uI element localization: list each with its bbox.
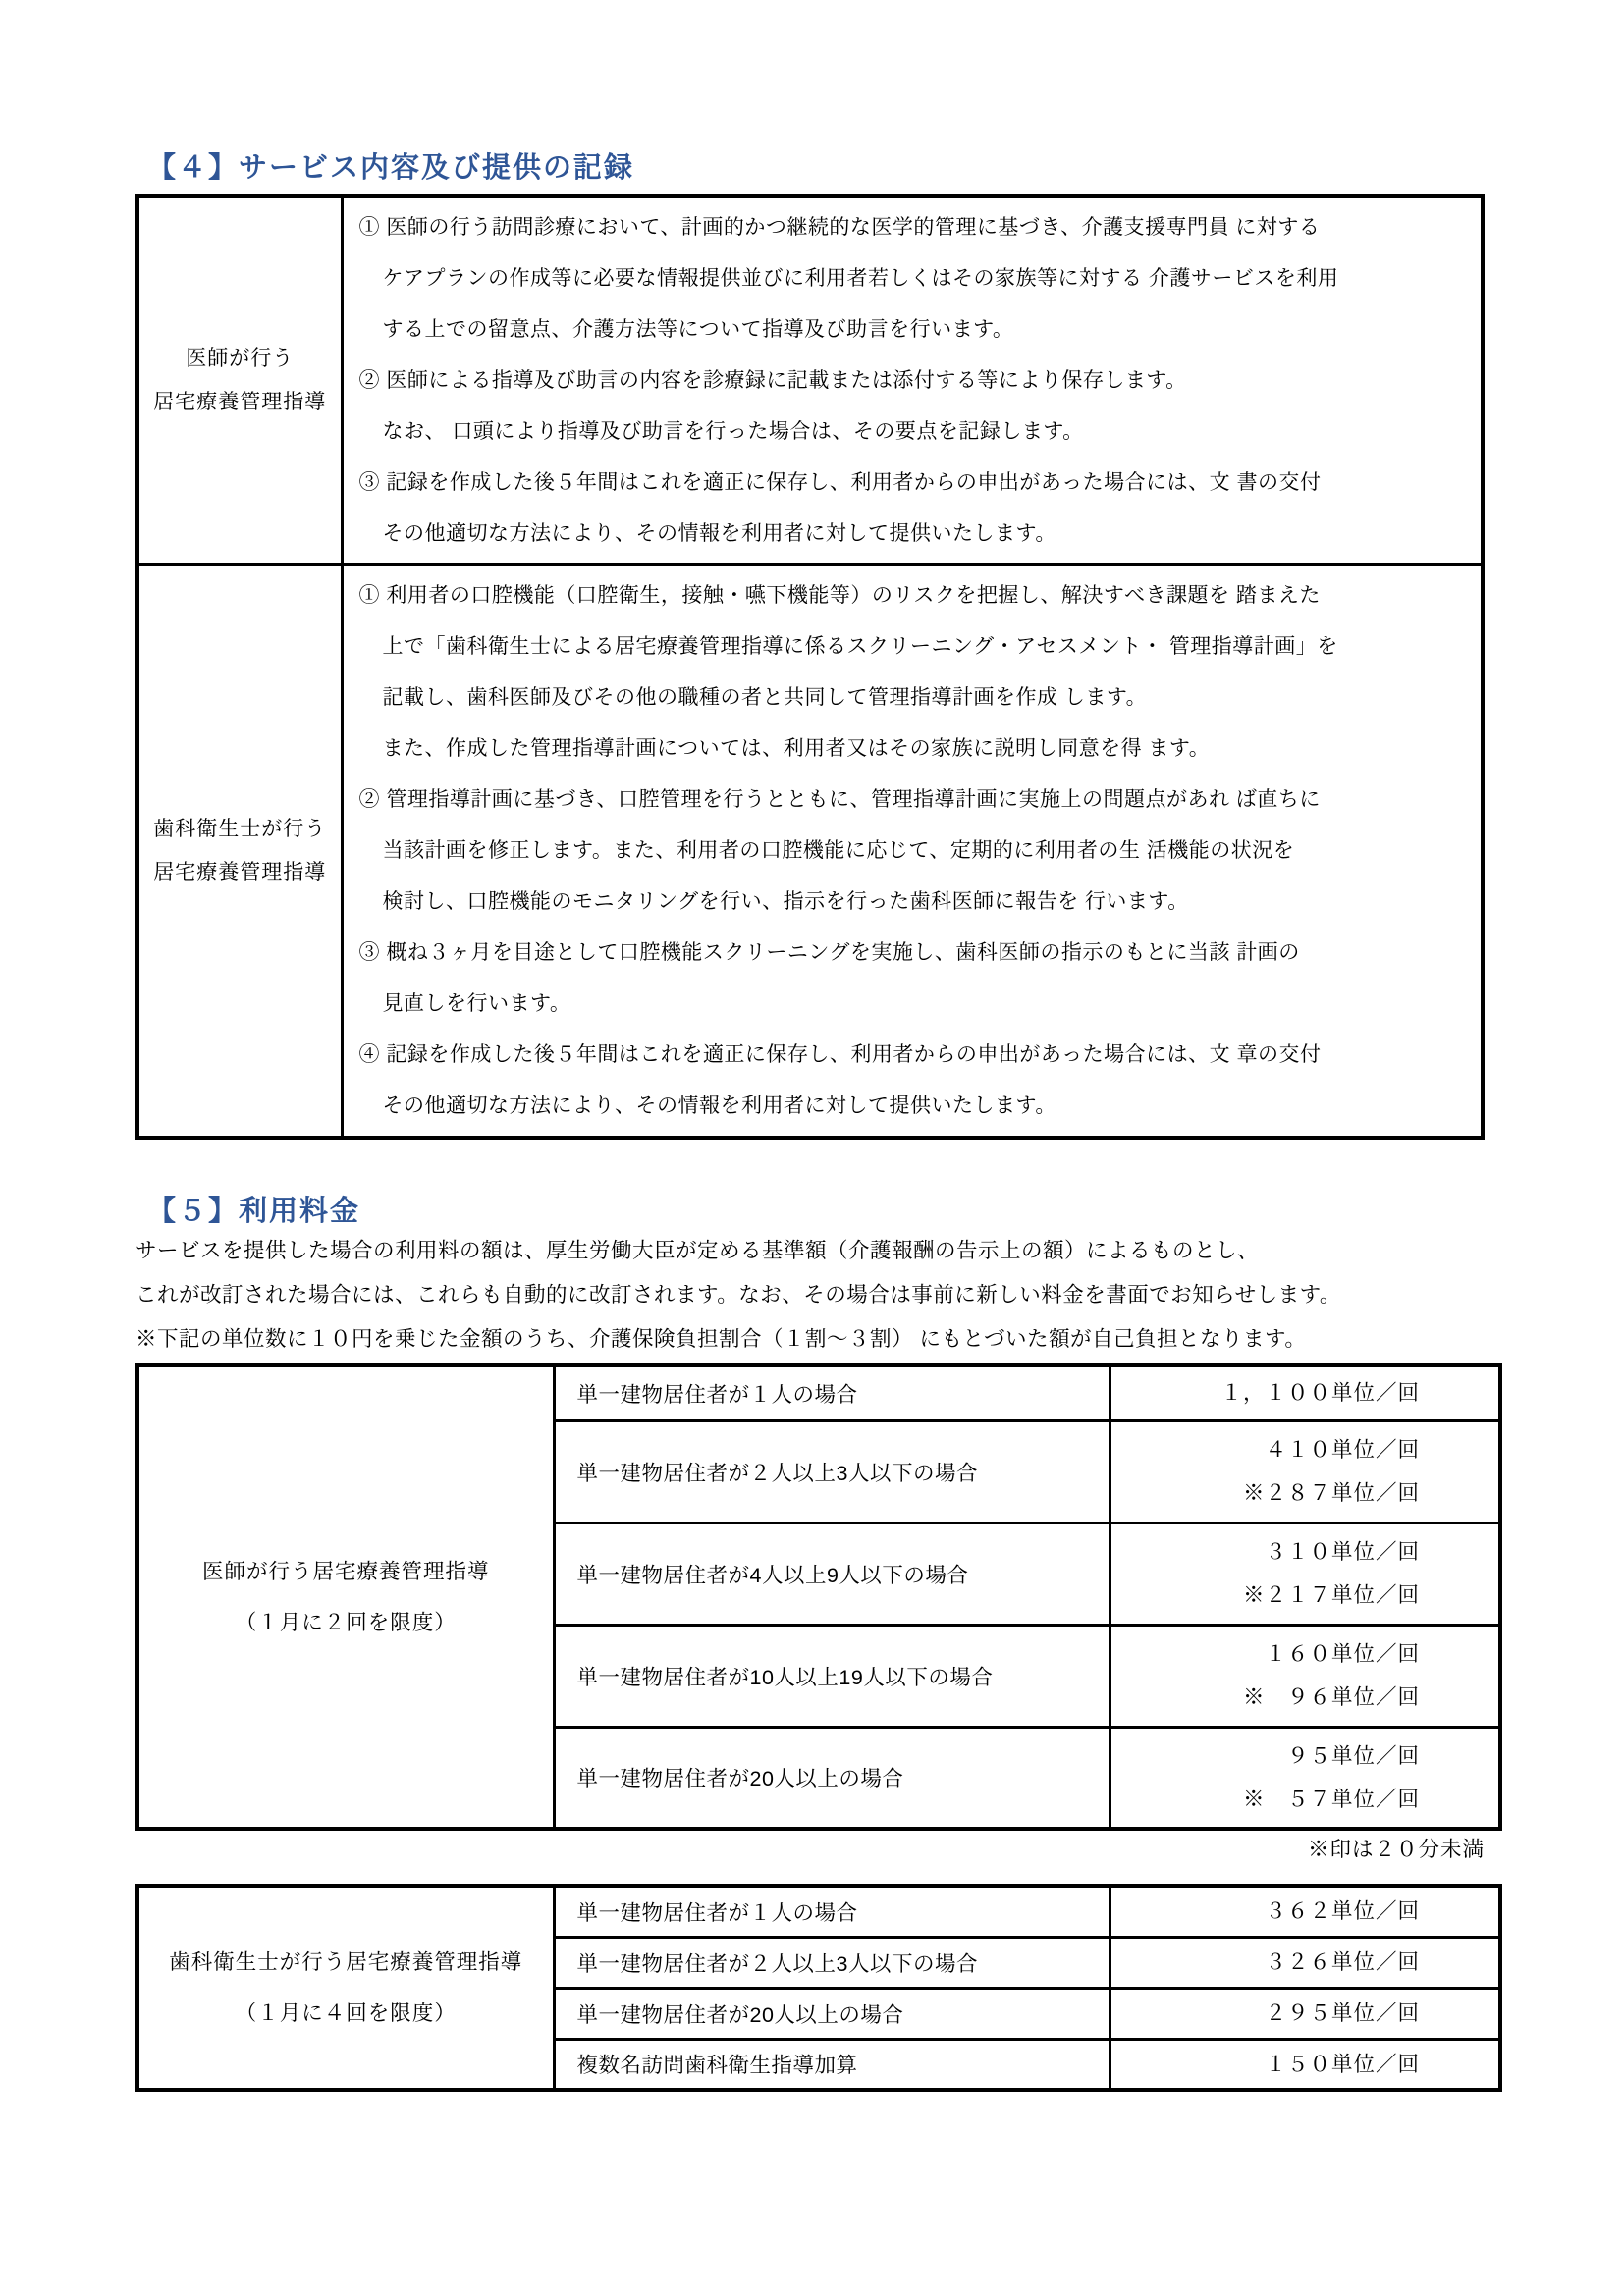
service-content-line: 記載し、歯科医師及びその他の職種の者と共同して管理指導計画を作成 します。 <box>382 686 1148 709</box>
fee-price-line: ９５単位／回 <box>1286 1743 1420 1768</box>
fee-table-doctor <box>135 1363 1502 1831</box>
service-content-line: 上で「歯科衛生士による居宅療養管理指導に係るスクリーニング・アセスメント・ 管理指導計画」を <box>382 635 1338 658</box>
fee-price-line: １５０単位／回 <box>1265 2052 1420 2076</box>
fee-price-cell <box>1110 1886 1500 1937</box>
fee-note: ※印は２０分未満 <box>1307 1838 1485 1861</box>
fee-price-line: ３６２単位／回 <box>1265 1899 1420 1924</box>
fee-category-cell <box>137 1886 554 2090</box>
service-content-line: また、作成した管理指導計画については、利用者又はその家族に説明し同意を得 ます。 <box>382 737 1211 760</box>
fee-price-line: ４１０単位／回 <box>1265 1438 1420 1462</box>
fee-case-cell: 単一建物居住者が10人以上19人以下の場合 <box>554 1625 1110 1727</box>
fee-price-line: １６０単位／回 <box>1265 1642 1420 1666</box>
service-content-line: ② 医師による指導及び助言の内容を診療録に記載または添付する等により保存します。 <box>358 369 1187 392</box>
service-content-line: 検討し、口腔機能のモニタリングを行い、指示を行った歯科医師に報告を 行います。 <box>382 890 1189 913</box>
service-table-row <box>137 196 1483 565</box>
service-row-header-line: 医師が行う <box>186 347 295 370</box>
fee-category-line: （１月に４回を限度） <box>235 2002 457 2025</box>
fee-price-line: ※ ９６単位／回 <box>1242 1685 1420 1709</box>
service-content-line: ② 管理指導計画に基づき、口腔管理を行うとともに、管理指導計画に実施上の問題点があれ ば直ちに <box>358 788 1321 811</box>
service-content-line: ④ 記録を作成した後５年間はこれを適正に保存し、利用者からの申出があった場合には、文 章の交付 <box>358 1043 1322 1066</box>
fee-price-line: ※２１７単位／回 <box>1242 1583 1420 1607</box>
fee-intro-paragraph <box>135 1229 1624 1362</box>
fee-price-cell <box>1110 1727 1500 1829</box>
fee-price-line: ３２６単位／回 <box>1265 1950 1420 1974</box>
fee-price-cell <box>1110 1625 1500 1727</box>
service-description-table <box>135 194 1485 1140</box>
fee-price-cell <box>1110 1522 1500 1625</box>
fee-price-cell <box>1110 1365 1500 1420</box>
service-content-line: ③ 記録を作成した後５年間はこれを適正に保存し、利用者からの申出があった場合には、文 書の交付 <box>358 471 1322 494</box>
fee-table-dental <box>135 1884 1502 2092</box>
fee-case-cell: 単一建物居住者が20人以上の場合 <box>554 1727 1110 1829</box>
fee-price-line: ３１０単位／回 <box>1265 1540 1420 1564</box>
fee-intro-line: これが改訂された場合には、これらも自動的に改訂されます。なお、その場合は事前に新しい料金を書面でお知らせします。 <box>135 1283 1341 1307</box>
service-content-line: 見直しを行います。 <box>382 992 571 1015</box>
fee-price-cell <box>1110 2039 1500 2090</box>
service-table-row <box>137 565 1483 1139</box>
section4-title: 【４】サービス内容及び提供の記録 <box>147 152 635 184</box>
fee-price-line: ※ ５７単位／回 <box>1242 1787 1420 1811</box>
service-row-header-line: 歯科衛生士が行う <box>153 818 327 840</box>
service-content-line: その他適切な方法により、その情報を利用者に対して提供いたします。 <box>382 1095 1056 1117</box>
fee-price-line: ２９５単位／回 <box>1265 2002 1420 2025</box>
fee-case-cell: 単一建物居住者が１人の場合 <box>554 1365 1110 1420</box>
service-row-header <box>137 196 342 565</box>
service-row-content <box>342 565 1483 1139</box>
service-content-line: なお、 口頭により指導及び助言を行った場合は、その要点を記録します。 <box>382 420 1084 443</box>
service-content-line: する上での留意点、介護方法等について指導及び助言を行います。 <box>382 318 1014 341</box>
fee-price-line: ※２８７単位／回 <box>1242 1481 1420 1505</box>
fee-case-cell: 単一建物居住者が20人以上の場合 <box>554 1988 1110 2039</box>
fee-price-cell <box>1110 1420 1500 1522</box>
fee-category-cell <box>137 1365 554 1829</box>
fee-intro-line: ※下記の単位数に１０円を乗じた金額のうち、介護保険負担割合（１割～３割） にもとづいた額が自己負担となります。 <box>135 1327 1307 1351</box>
section5-title: 【５】利用料金 <box>147 1196 361 1227</box>
fee-price-cell <box>1110 1937 1500 1988</box>
fee-table-row <box>137 1365 1500 1420</box>
service-content-line: ① 利用者の口腔機能（口腔衛生，接触・嚥下機能等）のリスクを把握し、解決すべき課題を 踏まえた <box>358 584 1321 607</box>
fee-table-row <box>137 1886 1500 1937</box>
fee-case-cell: 単一建物居住者が１人の場合 <box>554 1886 1110 1937</box>
fee-price-cell <box>1110 1988 1500 2039</box>
fee-case-cell: 複数名訪問歯科衛生指導加算 <box>554 2039 1110 2090</box>
service-row-header <box>137 565 342 1139</box>
service-content-line: 当該計画を修正します。また、利用者の口腔機能に応じて、定期的に利用者の生 活機能の状況を <box>382 839 1295 862</box>
service-row-header-line: 居宅療養管理指導 <box>153 391 327 413</box>
service-content-line: ③ 概ね３ヶ月を目途として口腔機能スクリーニングを実施し、歯科医師の指示のもとに当該 計画の <box>358 941 1300 964</box>
fee-category-line: 歯科衛生士が行う居宅療養管理指導 <box>169 1950 523 1974</box>
fee-case-cell: 単一建物居住者が２人以上3人以下の場合 <box>554 1937 1110 1988</box>
service-row-header-line: 居宅療養管理指導 <box>153 861 327 883</box>
fee-case-cell: 単一建物居住者が２人以上3人以下の場合 <box>554 1420 1110 1522</box>
service-content-line: ① 医師の行う訪問診療において、計画的かつ継続的な医学的管理に基づき、介護支援専門員 に対する <box>358 216 1321 239</box>
fee-category-line: 医師が行う居宅療養管理指導 <box>201 1560 490 1583</box>
fee-intro-line: サービスを提供した場合の利用料の額は、厚生労働大臣が定める基準額（介護報酬の告示上の額）によるものとし、 <box>135 1239 1260 1262</box>
service-content-line: その他適切な方法により、その情報を利用者に対して提供いたします。 <box>382 522 1056 545</box>
fee-price-line: １，１００単位／回 <box>1220 1381 1420 1406</box>
service-content-line: ケアプランの作成等に必要な情報提供並びに利用者若しくはその家族等に対する 介護サービスを利用 <box>382 267 1339 290</box>
fee-category-line: （１月に２回を限度） <box>235 1611 457 1634</box>
service-row-content <box>342 196 1483 565</box>
fee-case-cell: 単一建物居住者が4人以上9人以下の場合 <box>554 1522 1110 1625</box>
